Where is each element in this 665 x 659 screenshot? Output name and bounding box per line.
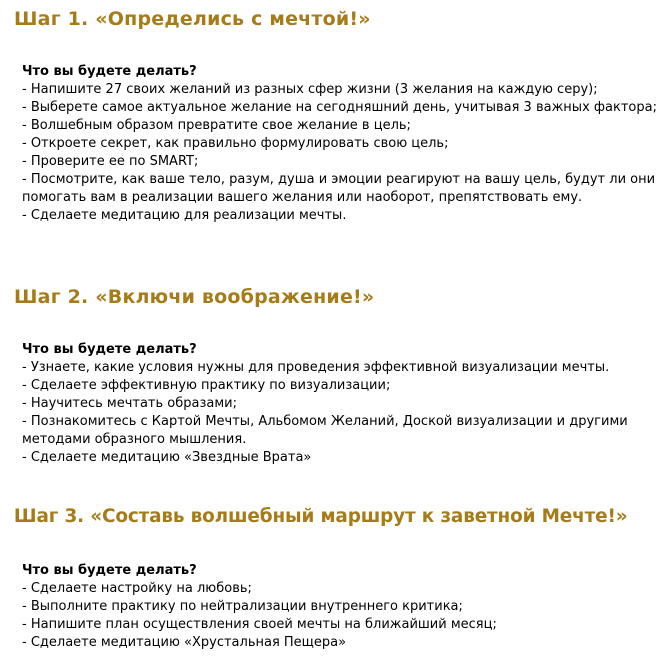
list-item: - Выберете самое актуальное желание на сегодняшний день, учитывая 3 важных фактора; — [22, 100, 657, 115]
list-item: - Узнаете, какие условия нужны для проведения эффективной визуализации мечты. — [22, 360, 610, 375]
step-2-body — [0, 341, 665, 467]
step-section-2 — [0, 286, 665, 467]
list-item: - Сделаете настройку на любовь; — [22, 581, 252, 596]
list-item: - Откроете секрет, как правильно формулировать свою цель; — [22, 136, 449, 151]
step-1-body — [0, 63, 665, 225]
list-item: - Сделаете медитацию для реализации мечты. — [22, 208, 347, 223]
step-2-heading: Шаг 2. «Включи воображение!» — [14, 286, 375, 308]
list-item: - Сделаете медитацию «Звездные Врата» — [22, 450, 312, 465]
list-item: - Напишите 27 своих желаний из разных сфер жизни (3 желания на каждую серу); — [22, 82, 598, 97]
list-item: - Выполните практику по нейтрализации внутреннего критика; — [22, 599, 463, 614]
step-3-body-title: Что вы будете делать? — [22, 563, 197, 578]
list-item: - Сделаете эффективную практику по визуализации; — [22, 378, 391, 393]
step-2-body-title: Что вы будете делать? — [22, 342, 197, 357]
step-1-task-list — [22, 81, 661, 225]
list-item: - Научитесь мечтать образами; — [22, 396, 237, 411]
list-item: - Напишите план осуществления своей мечты на ближайший месяц; — [22, 617, 497, 632]
step-1-body-title: Что вы будете делать? — [22, 64, 197, 79]
step-section-1 — [0, 8, 665, 225]
list-item: - Посмотрите, как ваше тело, разум, душа и эмоции реагируют на вашу цель, будут ли они помогать вам в реализации вашего желания или наоборот, препятствовать ему. — [22, 172, 656, 205]
step-3-task-list — [22, 580, 661, 652]
step-3-heading: Шаг 3. «Составь волшебный маршрут к заветной Мечте!» — [13, 506, 628, 527]
list-item: - Проверите ее по SMART; — [22, 154, 199, 169]
step-section-3 — [0, 506, 665, 652]
list-item: - Познакомитесь с Картой Мечты, Альбомом Желаний, Доской визуализации и другими методами образного мышления. — [22, 414, 628, 447]
step-2-task-list — [22, 359, 661, 467]
step-3-body — [0, 562, 665, 652]
list-item: - Волшебным образом превратите свое желание в цель; — [22, 118, 411, 133]
list-item: - Сделаете медитацию «Хрустальная Пещера» — [22, 635, 347, 650]
step-1-heading: Шаг 1. «Определись с мечтой!» — [14, 8, 371, 30]
